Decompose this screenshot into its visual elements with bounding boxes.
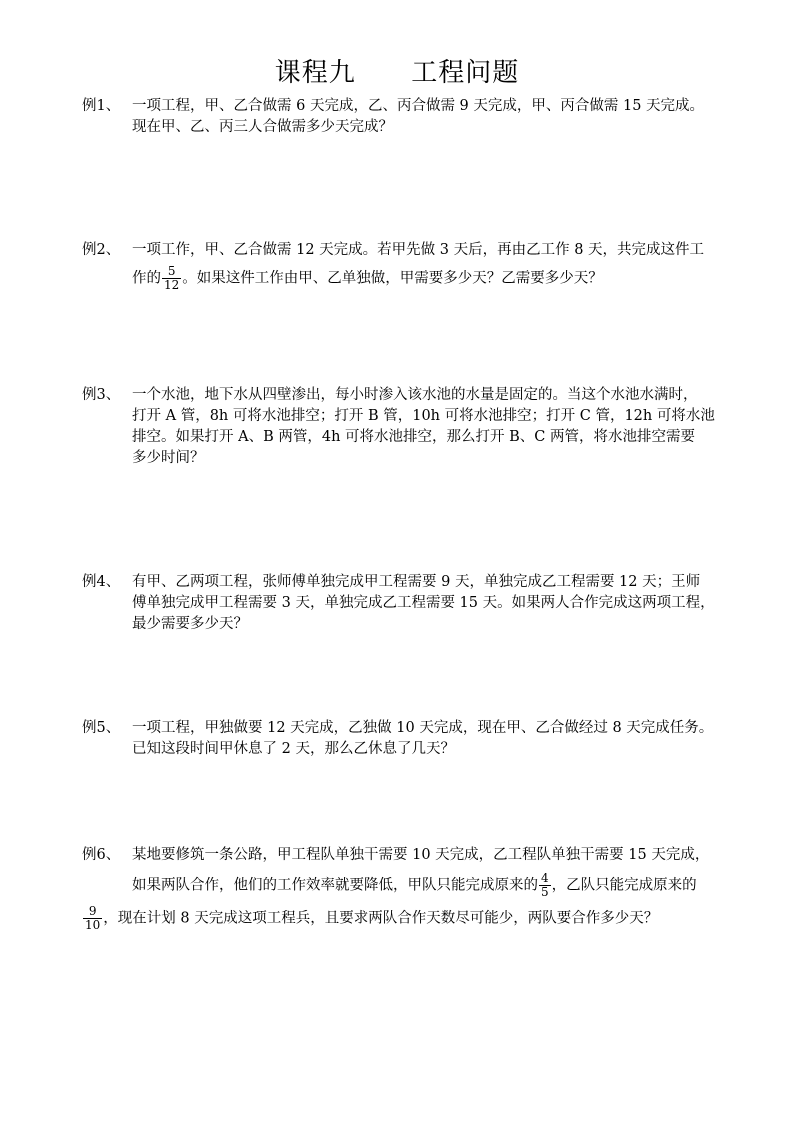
fraction-denominator: 12 xyxy=(164,278,180,292)
fraction xyxy=(83,905,102,932)
problem-line: 现在甲、乙、丙三人合做需多少天完成？ xyxy=(132,119,393,135)
problem-text xyxy=(132,385,752,469)
fraction-denominator: 10 xyxy=(85,918,101,932)
problem-text xyxy=(132,718,752,760)
fraction xyxy=(162,265,181,292)
problem-line-end: 。如果这件工作由甲、乙单独做，甲需要多少天？乙需要多少天？ xyxy=(182,270,603,287)
problem-label: 例4、 xyxy=(82,574,121,590)
problem-label: 例3、 xyxy=(82,387,121,403)
fraction-denominator: 5 xyxy=(541,885,549,899)
problem-label: 例1、 xyxy=(82,98,121,114)
problem-text xyxy=(132,240,752,292)
problem-text xyxy=(132,572,752,635)
problem-line xyxy=(132,872,752,899)
problem-label: 例6、 xyxy=(82,847,121,863)
problem-line: 打开 A 管，8h 可将水池排空；打开 B 管，10h 可将水池排空；打开 C 管，12h 可将水池 xyxy=(132,408,715,424)
problem-line: 已知这段时间甲休息了 2 天，那么乙休息了几天？ xyxy=(132,741,455,757)
problem-line: 一项工作，甲、乙合做需 12 天完成。若甲先做 3 天后，再由乙工作 8 天，共完成这件工 xyxy=(132,242,705,258)
problem-line: 有甲、乙两项工程，张师傅单独完成甲工程需要 9 天，单独完成乙工程需要 12 天；王师 xyxy=(132,574,701,590)
fraction-numerator: 4 xyxy=(541,871,549,885)
problem-line: 某地要修筑一条公路，甲工程队单独干需要 10 天完成，乙工程队单独干需要 15 天完成， xyxy=(132,847,710,863)
problem-line: 一项工程，甲、乙合做需 6 天完成，乙、丙合做需 9 天完成，甲、丙合做需 15 天完成。 xyxy=(132,98,705,114)
problem-line: 多少时间？ xyxy=(132,450,205,466)
problem-line-start: 如果两队合作，他们的工作效率就要降低，甲队只能完成原来的 xyxy=(132,877,538,894)
fraction-numerator: 9 xyxy=(88,904,97,918)
problem-line: 傅单独完成甲工程需要 3 天，单独完成乙工程需要 15 天。如果两人合作完成这两项工程， xyxy=(132,595,715,611)
problem-label: 例5、 xyxy=(82,720,121,736)
problem-line xyxy=(82,905,752,932)
problem-label: 例2、 xyxy=(82,242,121,258)
problem-line: 一个水池，地下水从四壁渗出，每小时渗入该水池的水量是固定的。当这个水池水满时， xyxy=(132,387,698,403)
problem-line: 最少需要多少天？ xyxy=(132,616,248,632)
problem-line xyxy=(132,265,752,292)
fraction xyxy=(539,872,551,899)
problem-line-end: ，现在计划 8 天完成这项工程兵，且要求两队合作天数尽可能少，两队要合作多少天？ xyxy=(103,910,659,927)
problem-line: 一项工程，甲独做要 12 天完成，乙独做 10 天完成，现在甲、乙合做经过 8 天完成任务。 xyxy=(132,720,714,736)
problem-line-mid: ，乙队只能完成原来的 xyxy=(551,877,697,894)
fraction-numerator: 5 xyxy=(167,264,176,278)
problem-line-start: 作的 xyxy=(132,270,161,287)
problem-line: 排空。如果打开 A、B 两管，4h 可将水池排空，那么打开 B、C 两管，将水池排空需要 xyxy=(132,429,695,445)
page-title: 课程九 工程问题 xyxy=(274,58,520,88)
problem-text xyxy=(132,96,752,138)
